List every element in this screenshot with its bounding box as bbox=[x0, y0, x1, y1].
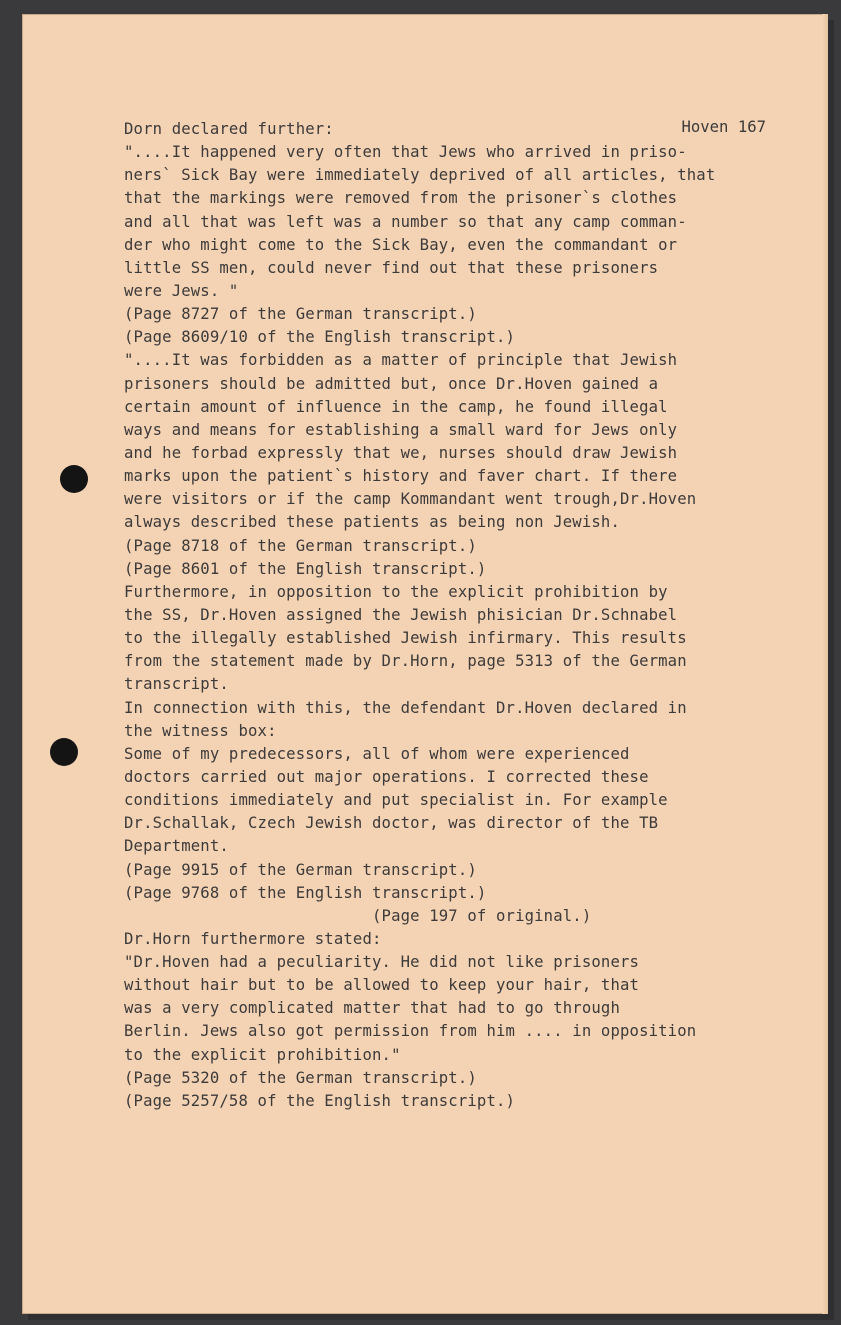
text-line: always described these patients as being non Jewish. bbox=[124, 513, 620, 532]
text-line: were Jews. " bbox=[124, 281, 239, 300]
text-line: ways and means for establishing a small ward for Jews only bbox=[124, 420, 678, 439]
text-line: ners` Sick Bay were immediately deprived of all articles, that bbox=[124, 166, 716, 185]
text-line: "....It happened very often that Jews who arrived in priso- bbox=[124, 143, 687, 162]
text-line: "Dr.Hoven had a peculiarity. He did not like prisoners bbox=[124, 953, 640, 972]
text-line: (Page 5320 of the German transcript.) bbox=[124, 1068, 477, 1087]
text-line: "....It was forbidden as a matter of principle that Jewish bbox=[124, 351, 678, 370]
punch-hole-lower bbox=[50, 738, 78, 766]
punch-hole-upper bbox=[60, 465, 88, 493]
text-line: to the illegally established Jewish infirmary. This results bbox=[124, 629, 687, 648]
text-line: doctors carried out major operations. I corrected these bbox=[124, 767, 649, 786]
text-line: (Page 9915 of the German transcript.) bbox=[124, 860, 477, 879]
text-line: conditions immediately and put specialist in. For example bbox=[124, 791, 668, 810]
text-line: was a very complicated matter that had to go through bbox=[124, 999, 620, 1018]
text-line: marks upon the patient`s history and faver chart. If there bbox=[124, 467, 678, 486]
text-line: (Page 8601 of the English transcript.) bbox=[124, 559, 487, 578]
text-line: (Page 8727 of the German transcript.) bbox=[124, 305, 477, 324]
text-line: In connection with this, the defendant Dr.Hoven declared in bbox=[124, 698, 687, 717]
text-line: were visitors or if the camp Kommandant went trough,Dr.Hoven bbox=[124, 490, 697, 509]
text-line: that the markings were removed from the prisoner`s clothes bbox=[124, 189, 678, 208]
text-line: the witness box: bbox=[124, 721, 277, 740]
text-line: without hair but to be allowed to keep your hair, that bbox=[124, 976, 640, 995]
text-line: (Page 5257/58 of the English transcript.) bbox=[124, 1091, 516, 1110]
text-line: Some of my predecessors, all of whom were experienced bbox=[124, 744, 630, 763]
text-line: and all that was left was a number so that any camp comman- bbox=[124, 212, 687, 231]
text-line: Furthermore, in opposition to the explicit prohibition by bbox=[124, 582, 668, 601]
text-line: and he forbad expressly that we, nurses should draw Jewish bbox=[124, 443, 678, 462]
typed-text-body bbox=[124, 118, 784, 1113]
text-line: little SS men, could never find out that these prisoners bbox=[124, 258, 659, 277]
text-line: Dorn declared further: bbox=[124, 120, 334, 138]
text-line: Berlin. Jews also got permission from him .... in opposition bbox=[124, 1022, 697, 1041]
text-line: (Page 197 of original.) bbox=[124, 906, 592, 925]
text-line: prisoners should be admitted but, once Dr.Hoven gained a bbox=[124, 374, 659, 393]
text-line: Dr.Horn furthermore stated: bbox=[124, 929, 382, 948]
text-line: to the explicit prohibition." bbox=[124, 1045, 401, 1064]
page-reference: Hoven 167 bbox=[681, 118, 766, 136]
text-line: (Page 8718 of the German transcript.) bbox=[124, 536, 477, 555]
text-line: (Page 8609/10 of the English transcript.) bbox=[124, 328, 516, 347]
text-line: Dr.Schallak, Czech Jewish doctor, was director of the TB bbox=[124, 814, 659, 833]
text-line: Department. bbox=[124, 837, 229, 856]
text-line: from the statement made by Dr.Horn, page 5313 of the German bbox=[124, 652, 687, 671]
page-edge bbox=[822, 14, 828, 1314]
text-line: der who might come to the Sick Bay, even the commandant or bbox=[124, 235, 678, 254]
text-line: the SS, Dr.Hoven assigned the Jewish phisician Dr.Schnabel bbox=[124, 605, 678, 624]
text-line: certain amount of influence in the camp, he found illegal bbox=[124, 397, 668, 416]
text-line: (Page 9768 of the English transcript.) bbox=[124, 883, 487, 902]
text-line: transcript. bbox=[124, 675, 229, 694]
